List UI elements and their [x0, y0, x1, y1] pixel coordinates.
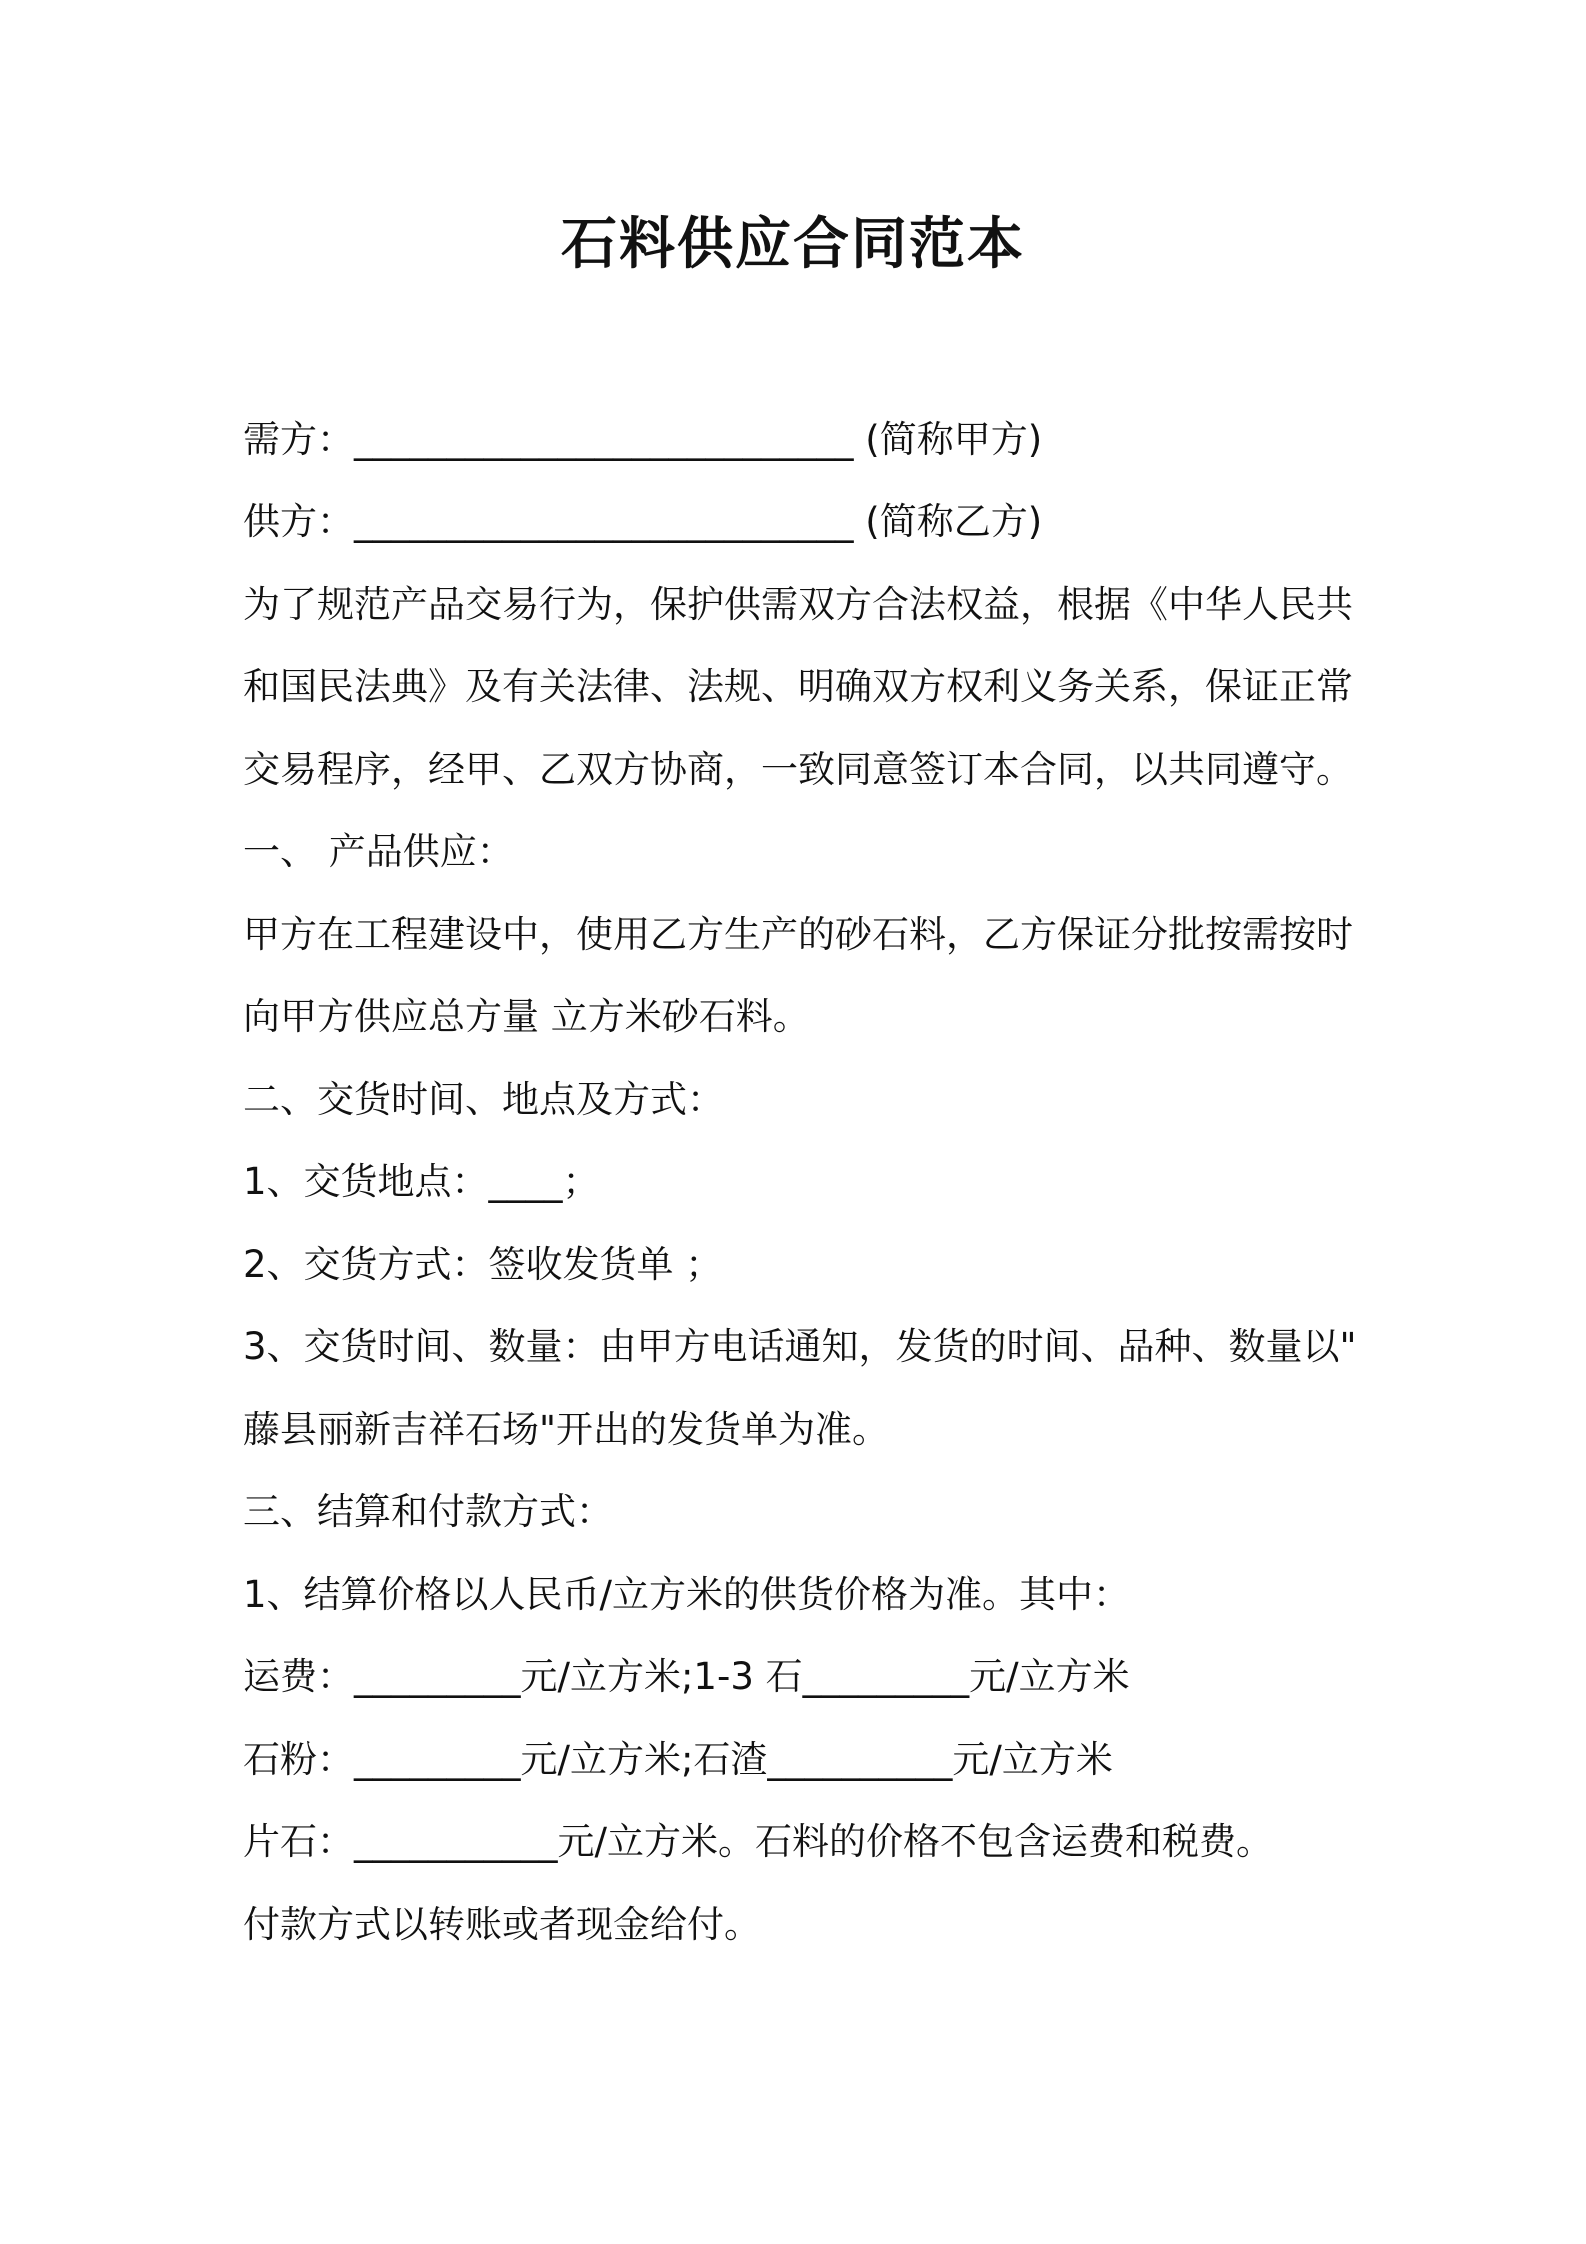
- section-1-text-2: 向甲方供应总方量 立方米砂石料。: [243, 995, 810, 1038]
- section-3-heading: 三、结算和付款方式：: [243, 1490, 613, 1533]
- document-title: 石料供应合同范本: [561, 212, 1025, 277]
- preamble-line-3: 交易程序，经甲、乙双方协商，一致同意签订本合同，以共同遵守。: [243, 748, 1353, 791]
- section-1-text-1: 甲方在工程建设中，使用乙方生产的砂石料，乙方保证分批按需按时: [243, 913, 1353, 956]
- preamble-line-1: 为了规范产品交易行为，保护供需双方合法权益，根据《中华人民共: [243, 583, 1353, 626]
- delivery-location-line: 1、交货地点：____；: [243, 1160, 600, 1203]
- preamble-line-2: 和国民法典》及有关法律、法规、明确双方权利义务关系，保证正常: [243, 665, 1353, 708]
- delivery-time-line-2: 藤县丽新吉祥石场"开出的发货单为准。: [243, 1408, 890, 1451]
- section-2-heading: 二、交货时间、地点及方式：: [243, 1078, 724, 1121]
- freight-price-line: 运费：_________元/立方米;1-3 石_________元/立方米: [243, 1655, 1130, 1698]
- demand-party-line: 需方：___________________________ (简称甲方): [243, 418, 1043, 461]
- settlement-price-line: 1、结算价格以人民币/立方米的供货价格为准。其中：: [243, 1573, 1131, 1616]
- supply-party-line: 供方：___________________________ (简称乙方): [243, 500, 1043, 543]
- delivery-method-line: 2、交货方式：签收发货单 ；: [243, 1243, 723, 1286]
- delivery-time-line-1: 3、交货时间、数量：由甲方电话通知，发货的时间、品种、数量以": [243, 1325, 1357, 1368]
- flagstone-price-line: 片石：___________元/立方米。石料的价格不包含运费和税费。: [243, 1820, 1273, 1863]
- payment-method-line: 付款方式以转账或者现金给付。: [243, 1903, 761, 1946]
- stone-powder-price-line: 石粉：_________元/立方米;石渣__________元/立方米: [243, 1738, 1113, 1781]
- section-1-heading: 一、 产品供应：: [243, 830, 514, 873]
